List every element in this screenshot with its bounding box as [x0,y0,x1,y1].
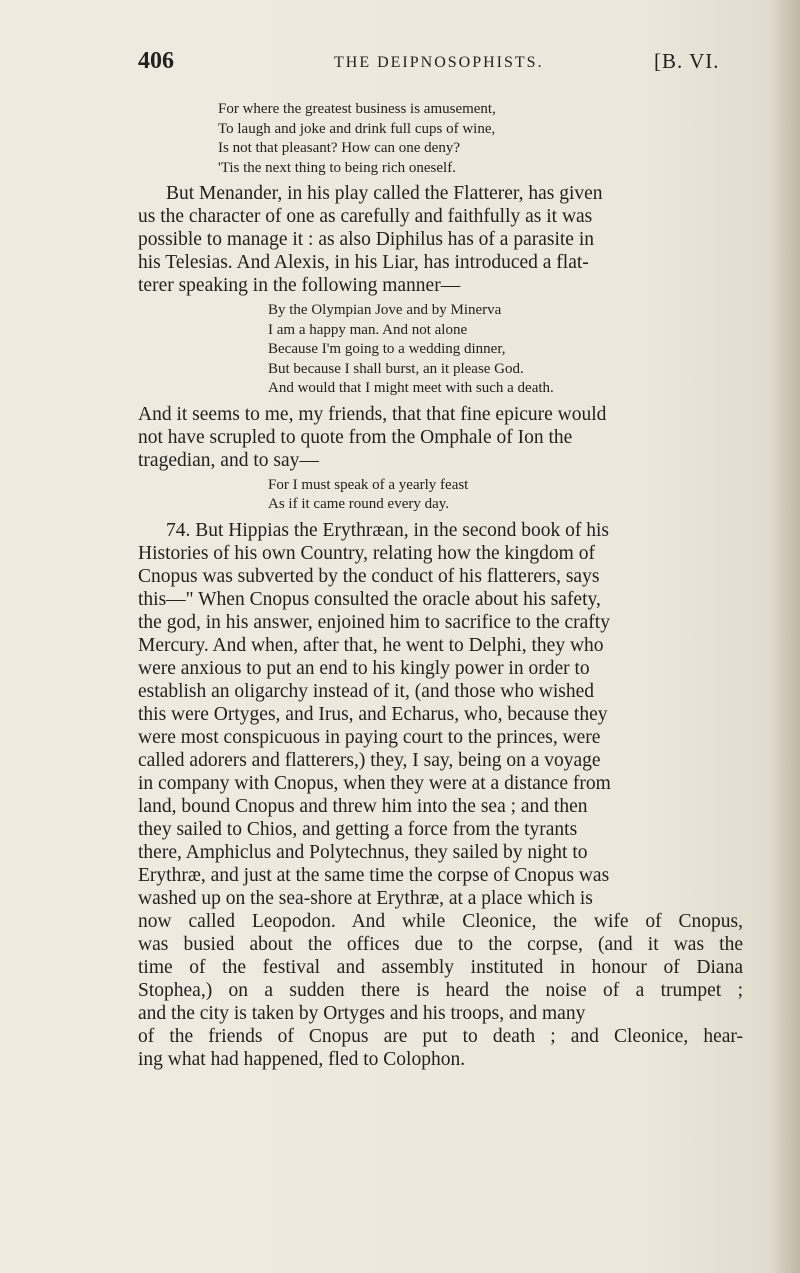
text-line: us the character of one as carefully and faithfully as it was [138,206,593,227]
text-line: But Menander, in his play called the Flatterer, has given [166,183,603,204]
verse-line: To laugh and joke and drink full cups of wine, [218,120,496,137]
text-line: Stophea,) on a sudden there is heard the noise of a trumpet ; [138,979,743,1001]
paragraph-omphale [138,403,743,472]
running-title: THE DEIPNOSOPHISTS. [334,54,544,71]
text-line: this were Ortyges, and Irus, and Echarus, who, because they [138,703,608,725]
verse-quote-3 [138,476,743,515]
verse-line: Is not that pleasant? How can one deny? [218,140,460,156]
text-line: the god, in his answer, enjoined him to sacrifice to the crafty [138,611,610,633]
text-line: ing what had happened, fled to Colophon. [138,1048,466,1070]
running-header [138,48,738,88]
book-reference: [B. VI. [654,49,720,73]
page-edge-shadow [770,0,800,1273]
verse-quote-1 [138,100,743,178]
text-line: and the city is taken by Ortyges and his troops, and many [138,1002,586,1024]
verse-line: For where the greatest business is amusement, [218,101,496,117]
text-line: not have scrupled to quote from the Omphale of Ion the [138,426,573,448]
paragraph-menander [138,182,743,297]
text-line: were anxious to put an end to his kingly power in order to [138,657,590,679]
text-line: Histories of his own Country, relating how the kingdom of [138,542,595,564]
verse-line: By the Olympian Jove and by Minerva [268,302,502,318]
text-line: of the friends of Cnopus are put to death ; and Cleonice, hear- [138,1025,743,1047]
text-line: was busied about the offices due to the corpse, (and it was the [138,933,743,955]
verse-line: 'Tis the next thing to being rich oneself. [218,159,456,176]
text-line: in company with Cnopus, when they were at a distance from [138,772,611,794]
text-line: land, bound Cnopus and threw him into the sea ; and then [138,795,588,817]
verse-line: I am a happy man. And not alone [268,321,468,338]
verse-line: Because I'm going to a wedding dinner, [268,341,506,357]
text-line: were most conspicuous in paying court to the princes, were [138,726,601,748]
verse-line: But because I shall burst, an it please God. [268,360,524,377]
text-line: Erythræ, and just at the same time the corpse of Cnopus was [138,864,610,886]
page-body [138,100,743,1075]
text-line: Cnopus was subverted by the conduct of his flatterers, says [138,565,600,587]
page-number: 406 [138,48,174,74]
text-line: establish an oligarchy instead of it, (and those who wished [138,680,594,702]
text-line: tragedian, and to say— [138,449,319,471]
text-line: his Telesias. And Alexis, in his Liar, has introduced a flat- [138,252,589,273]
verse-line: As if it came round every day. [268,496,450,512]
text-line: time of the festival and assembly instituted in honour of Diana [138,956,743,978]
text-line: Mercury. And when, after that, he went to Delphi, they who [138,634,604,656]
text-line: there, Amphiclus and Polytechnus, they sailed by night to [138,841,588,863]
text-line: called adorers and flatterers,) they, I say, being on a voyage [138,749,601,771]
verse-line: For I must speak of a yearly feast [268,476,469,493]
paragraph-hippias [138,519,743,1071]
text-line: possible to manage it : as also Diphilus has of a parasite in [138,229,594,250]
verse-line: And would that I might meet with such a death. [268,380,554,396]
text-line: And it seems to me, my friends, that that fine epicure would [138,403,607,425]
text-line: terer speaking in the following manner— [138,275,461,296]
text-line: 74. But Hippias the Erythræan, in the second book of his [166,519,610,541]
text-line: this—" When Cnopus consulted the oracle about his safety, [138,588,601,610]
text-line: now called Leopodon. And while Cleonice, the wife of Cnopus, [138,910,743,932]
verse-quote-2 [138,301,743,399]
text-line: they sailed to Chios, and getting a force from the tyrants [138,818,578,840]
text-line: washed up on the sea-shore at Erythræ, at a place which is [138,887,593,909]
